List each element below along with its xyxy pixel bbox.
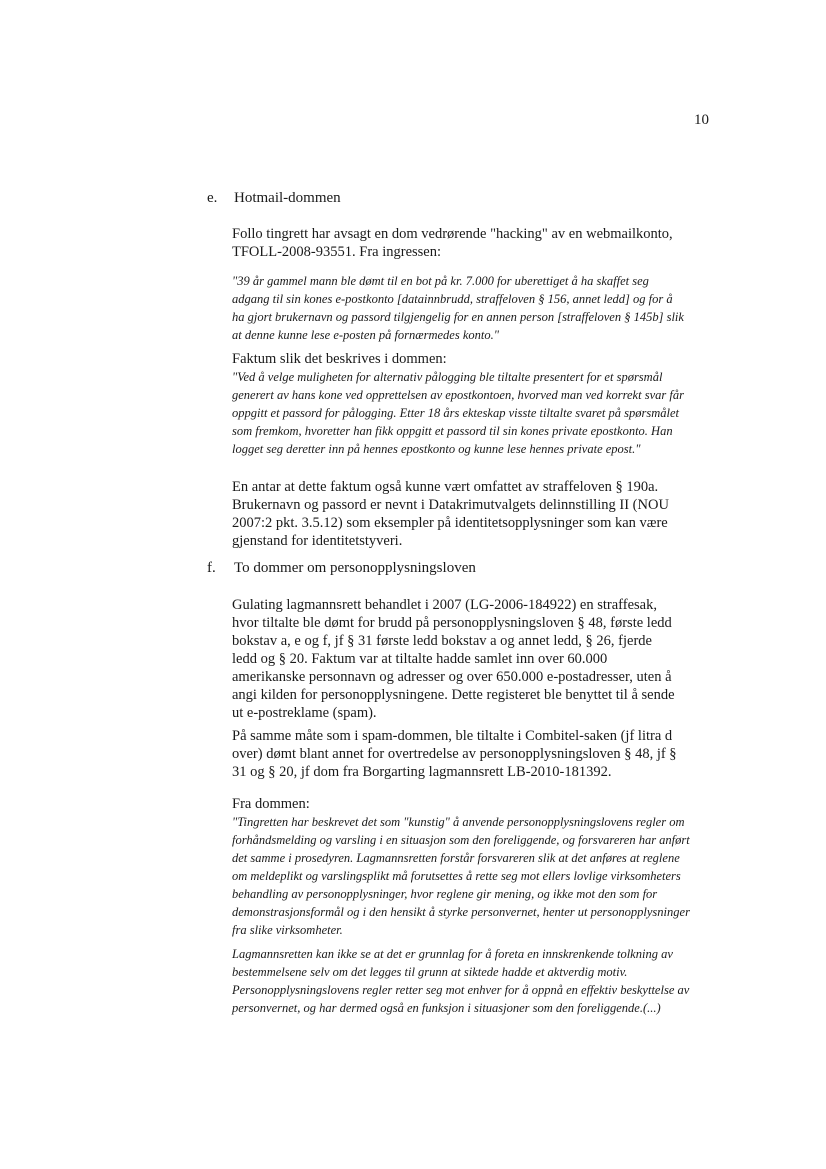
text-line: bokstav a, e og f, jf § 31 første ledd bokstav a og annet ledd, § 26, fjerde [232,633,652,649]
section-f-quote-intro: Fra dommen: [232,796,310,812]
section-f-paragraph-1 [232,596,688,722]
section-f-paragraph-2 [232,727,688,781]
text-line: Lagmannsretten kan ikke se at det er grunnlag for å foreta en innskrenkende tolkning av [232,947,673,961]
text-line: det samme i prosedyren. Lagmannsretten forstår forsvareren slik at det anføres at reglene [232,851,680,865]
text-line: Brukernavn og passord er nevnt i Datakrimutvalgets delinnstilling II (NOU [232,497,669,513]
page-number: 10 [694,112,709,128]
text-line: "Ved å velge muligheten for alternativ pålogging ble tiltalte presentert for et spørsmål [232,370,663,384]
text-line: "Tingretten har beskrevet det som "kunstig" å anvende personopplysningslovens regler om [232,815,685,829]
text-line: logget seg deretter inn på hennes epostkonto og kunne lese hennes private epost." [232,442,641,456]
text-line: hvor tiltalte ble dømt for brudd på personopplysningsloven § 48, første ledd [232,615,672,631]
text-line: angi kilden for personopplysningene. Dette registeret ble benyttet til å sende [232,687,675,703]
section-f-heading [207,560,476,577]
text-line: "39 år gammel mann ble dømt til en bot på kr. 7.000 for uberettiget å ha skaffet seg [232,274,649,288]
section-f-quote-2 [232,945,688,1017]
text-line: Follo tingrett har avsagt en dom vedrørende "hacking" av en webmailkonto, [232,226,673,242]
text-line: bestemmelsene selv om det legges til grunn at siktede hadde et aktverdig motiv. [232,965,628,979]
section-e-quote-ingress [232,272,688,344]
text-line: 31 og § 20, jf dom fra Borgarting lagmannsrett LB-2010-181392. [232,764,612,780]
text-line: ut e-postreklame (spam). [232,705,377,721]
text-line: personvernet, og har dermed også en funksjon i situasjoner som den foreliggende.(...) [232,1001,661,1015]
text-line: over) dømt blant annet for overtredelse av personopplysningsloven § 48, jf § [232,746,677,762]
text-line: På samme måte som i spam-dommen, ble tiltalte i Combitel-saken (jf litra d [232,728,673,744]
section-e-facts-intro: Faktum slik det beskrives i dommen: [232,351,447,367]
text-line: 2007:2 pkt. 3.5.12) som eksempler på identitetsopplysninger som kan være [232,515,668,531]
text-line: amerikanske personnavn og adresser og over 650.000 e-postadresser, uten å [232,669,672,685]
text-line: forhåndsmelding og varsling i en situasjon som den foreliggende, og forsvareren har anført [232,833,690,847]
text-line: TFOLL-2008-93551. Fra ingressen: [232,244,442,260]
text-line: om meldeplikt og varslingsplikt må forutsettes å rette seg mot ellers lovlige virksomheters [232,869,681,883]
section-e-paragraph-2 [232,478,688,550]
text-line: demonstrasjonsformål og i den hensikt å styrke personvernet, henter ut personopplysninger [232,905,690,919]
text-line: ha gjort brukernavn og passord tilgjengelig for en annen person [straffeloven § 145b] slik [232,310,684,324]
text-line: generert av hans kone ved opprettelsen av epostkontoen, hvorved man ved korrekt svar får [232,388,684,402]
section-e-title: Hotmail-dommen [234,190,341,206]
section-e-paragraph-1 [232,225,688,261]
text-line: ledd og § 20. Faktum var at tiltalte hadde samlet inn over 60.000 [232,651,608,667]
text-line: gjenstand for identitetstyveri. [232,533,403,549]
text-line: behandling av personopplysninger, hvor reglene gir mening, og ikke mot den som for [232,887,658,901]
text-line: fra slike virksomheter. [232,923,343,937]
section-f-title: To dommer om personopplysningsloven [234,560,476,576]
text-line: adgang til sin kones e-postkonto [datainnbrudd, straffeloven § 156, annet ledd] og for å [232,292,673,306]
section-f-letter: f. [207,560,216,576]
text-line: Personopplysningslovens regler retter seg mot enhver for å oppnå en effektiv beskyttelse av [232,983,690,997]
text-line: at denne kunne lese e-posten på fornærmedes konto." [232,328,499,342]
section-e-letter: e. [207,190,218,206]
text-line: En antar at dette faktum også kunne vært omfattet av straffeloven § 190a. [232,479,659,495]
text-line: oppgitt et passord for pålogging. Etter 18 års ekteskap visste tiltalte svaret på spørsmålet [232,406,679,420]
section-f-quote-1 [232,813,688,939]
text-line: Gulating lagmannsrett behandlet i 2007 (LG-2006-184922) en straffesak, [232,597,657,613]
section-e-quote-facts [232,368,688,458]
section-e-heading [207,190,341,207]
text-line: som fremkom, hvoretter han fikk oppgitt et passord til sin kones private epostkonto. Han [232,424,673,438]
